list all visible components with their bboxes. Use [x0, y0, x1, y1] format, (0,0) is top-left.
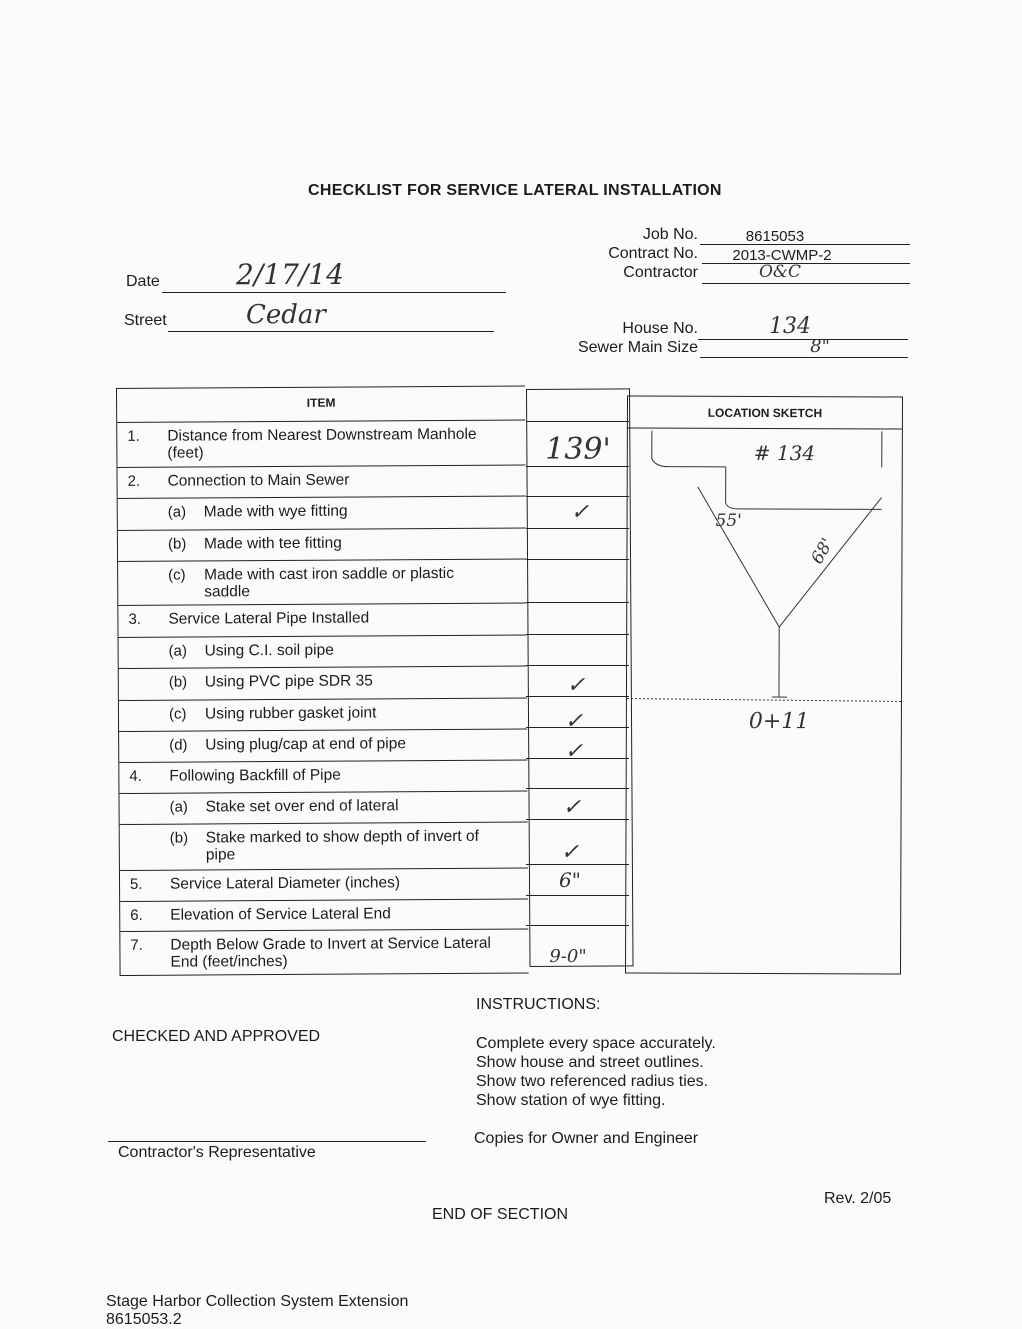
- end-of-section: END OF SECTION: [432, 1206, 569, 1223]
- contractor-value[interactable]: O&C: [758, 262, 802, 282]
- table-row: [119, 759, 527, 792]
- mark-plug[interactable]: ✓: [564, 739, 584, 764]
- row-number: 7.: [130, 936, 143, 954]
- row-label: Using C.I. soil pipe: [204, 641, 334, 660]
- mark-row-divider: [526, 665, 629, 666]
- row-label: Made with wye fitting: [203, 502, 348, 521]
- mark-row-divider: [526, 559, 629, 560]
- instruction-line: Show station of wye fitting.: [476, 1092, 666, 1109]
- job-no-label: Job No.: [642, 226, 698, 243]
- table-row: [120, 928, 528, 974]
- row-number: 4.: [129, 767, 142, 785]
- sketch-tie-left: 55': [715, 510, 742, 531]
- row-label: Service Lateral Diameter (inches): [169, 874, 401, 893]
- mark-row-divider: [526, 895, 629, 896]
- instructions-heading: INSTRUCTIONS:: [476, 996, 601, 1013]
- table-row: [118, 602, 526, 636]
- table-row: [119, 728, 527, 761]
- contractor-representative: Contractor's Representative: [118, 1144, 316, 1161]
- row-number: (b): [167, 535, 187, 553]
- row-number: 3.: [128, 610, 141, 628]
- instructions-list: [476, 1034, 716, 1110]
- table-row: [118, 495, 526, 529]
- row-label: Elevation of Service Lateral End: [170, 905, 391, 924]
- table-row: [119, 665, 527, 699]
- instruction-line: Show two referenced radius ties.: [476, 1073, 709, 1090]
- row-label: Following Backfill of Pipe: [169, 766, 341, 785]
- row-label: Stake set over end of lateral: [205, 797, 399, 816]
- row-label: Service Lateral Pipe Installed: [168, 609, 370, 628]
- row-label: Depth Below Grade to Invert at Service Lateral End (feet/inches): [170, 934, 491, 971]
- date-value[interactable]: 2/17/14: [236, 258, 344, 291]
- sketch-house-label: # 134: [753, 440, 816, 466]
- row-number: (c): [168, 705, 187, 723]
- mark-row-divider: [526, 788, 629, 789]
- sketch-station: 0+11: [748, 708, 810, 735]
- table-header: [117, 387, 525, 422]
- row-number: (a): [169, 798, 188, 816]
- row-label: Using rubber gasket joint: [204, 704, 377, 723]
- item-header: ITEM: [306, 395, 336, 410]
- table-row: [120, 898, 528, 930]
- row-number: (b): [169, 829, 189, 847]
- mark-stake-marked[interactable]: ✓: [560, 840, 580, 865]
- job-no-value[interactable]: 8615053: [745, 228, 805, 245]
- row-label: Using PVC pipe SDR 35: [204, 672, 373, 691]
- sketch-header: LOCATION SKETCH: [628, 397, 902, 430]
- mark-gasket[interactable]: ✓: [564, 709, 584, 734]
- row-number: 5.: [129, 875, 143, 893]
- table-row: [118, 527, 526, 560]
- table-row: [119, 697, 527, 730]
- street-value[interactable]: Cedar: [246, 300, 326, 330]
- mark-wye[interactable]: ✓: [570, 500, 590, 525]
- row-number: (a): [168, 642, 188, 660]
- table-row: [119, 790, 527, 823]
- contract-no-value[interactable]: 2013-CWMP-2: [732, 247, 832, 264]
- date-label: Date: [126, 273, 160, 290]
- sewer-main-size-value[interactable]: 8": [810, 336, 830, 357]
- sewer-main-size-label: Sewer Main Size: [577, 339, 698, 356]
- mark-row-divider: [526, 421, 629, 422]
- footer-line2: 8615053.2: [106, 1311, 182, 1328]
- row-number: (a): [167, 503, 187, 521]
- row-number: 1.: [127, 427, 140, 445]
- checked-approved: CHECKED AND APPROVED: [112, 1028, 321, 1045]
- house-no-label: House No.: [622, 320, 698, 337]
- row-number: (c): [168, 566, 186, 584]
- row-label: Made with cast iron saddle or plastic saddle: [204, 564, 455, 601]
- row-label: Using plug/cap at end of pipe: [205, 735, 407, 754]
- table-row: [120, 821, 528, 869]
- mark-row-divider: [526, 602, 629, 603]
- street-label: Street: [124, 312, 167, 329]
- copies-note: Copies for Owner and Engineer: [474, 1130, 699, 1147]
- table-row: [119, 634, 527, 667]
- row-number: 6.: [130, 906, 143, 924]
- contractor-label: Contractor: [623, 264, 698, 281]
- instruction-line: Complete every space accurately.: [476, 1035, 716, 1052]
- mark-row-divider: [526, 496, 629, 497]
- row-number: (b): [168, 673, 188, 691]
- instruction-line: Show house and street outlines.: [476, 1054, 704, 1071]
- mark-diameter[interactable]: 6": [559, 868, 581, 892]
- table-row: [117, 465, 525, 498]
- location-sketch: [625, 396, 903, 975]
- table-row: [118, 558, 526, 604]
- row-label: Distance from Nearest Downstream Manhole (feet): [167, 425, 477, 462]
- mark-stake-set[interactable]: ✓: [562, 795, 582, 820]
- contract-no-label: Contract No.: [608, 245, 698, 262]
- row-label: Stake marked to show depth of invert of pipe: [205, 827, 479, 864]
- mark-pvc[interactable]: ✓: [566, 673, 586, 698]
- mark-row-divider: [526, 925, 629, 926]
- sketch-tie-right: 68': [807, 534, 838, 568]
- row-label: Made with tee fitting: [203, 534, 342, 553]
- checklist-table: [116, 386, 529, 976]
- house-no-value[interactable]: 134: [769, 314, 811, 339]
- revision: Rev. 2/05: [824, 1190, 892, 1207]
- mark-row-divider: [526, 634, 629, 635]
- mark-distance[interactable]: 139': [545, 432, 611, 467]
- page-title: CHECKLIST FOR SERVICE LATERAL INSTALLATION: [308, 182, 722, 199]
- footer-line1: Stage Harbor Collection System Extension: [106, 1293, 409, 1310]
- sketch-drawing: [626, 397, 904, 976]
- mark-row-divider: [526, 528, 629, 529]
- table-row: [117, 420, 525, 467]
- table-row: [120, 867, 528, 900]
- row-number: 2.: [127, 472, 141, 490]
- row-number: (d): [169, 736, 188, 754]
- mark-depth[interactable]: 9-0": [549, 946, 587, 967]
- row-label: Connection to Main Sewer: [167, 471, 350, 490]
